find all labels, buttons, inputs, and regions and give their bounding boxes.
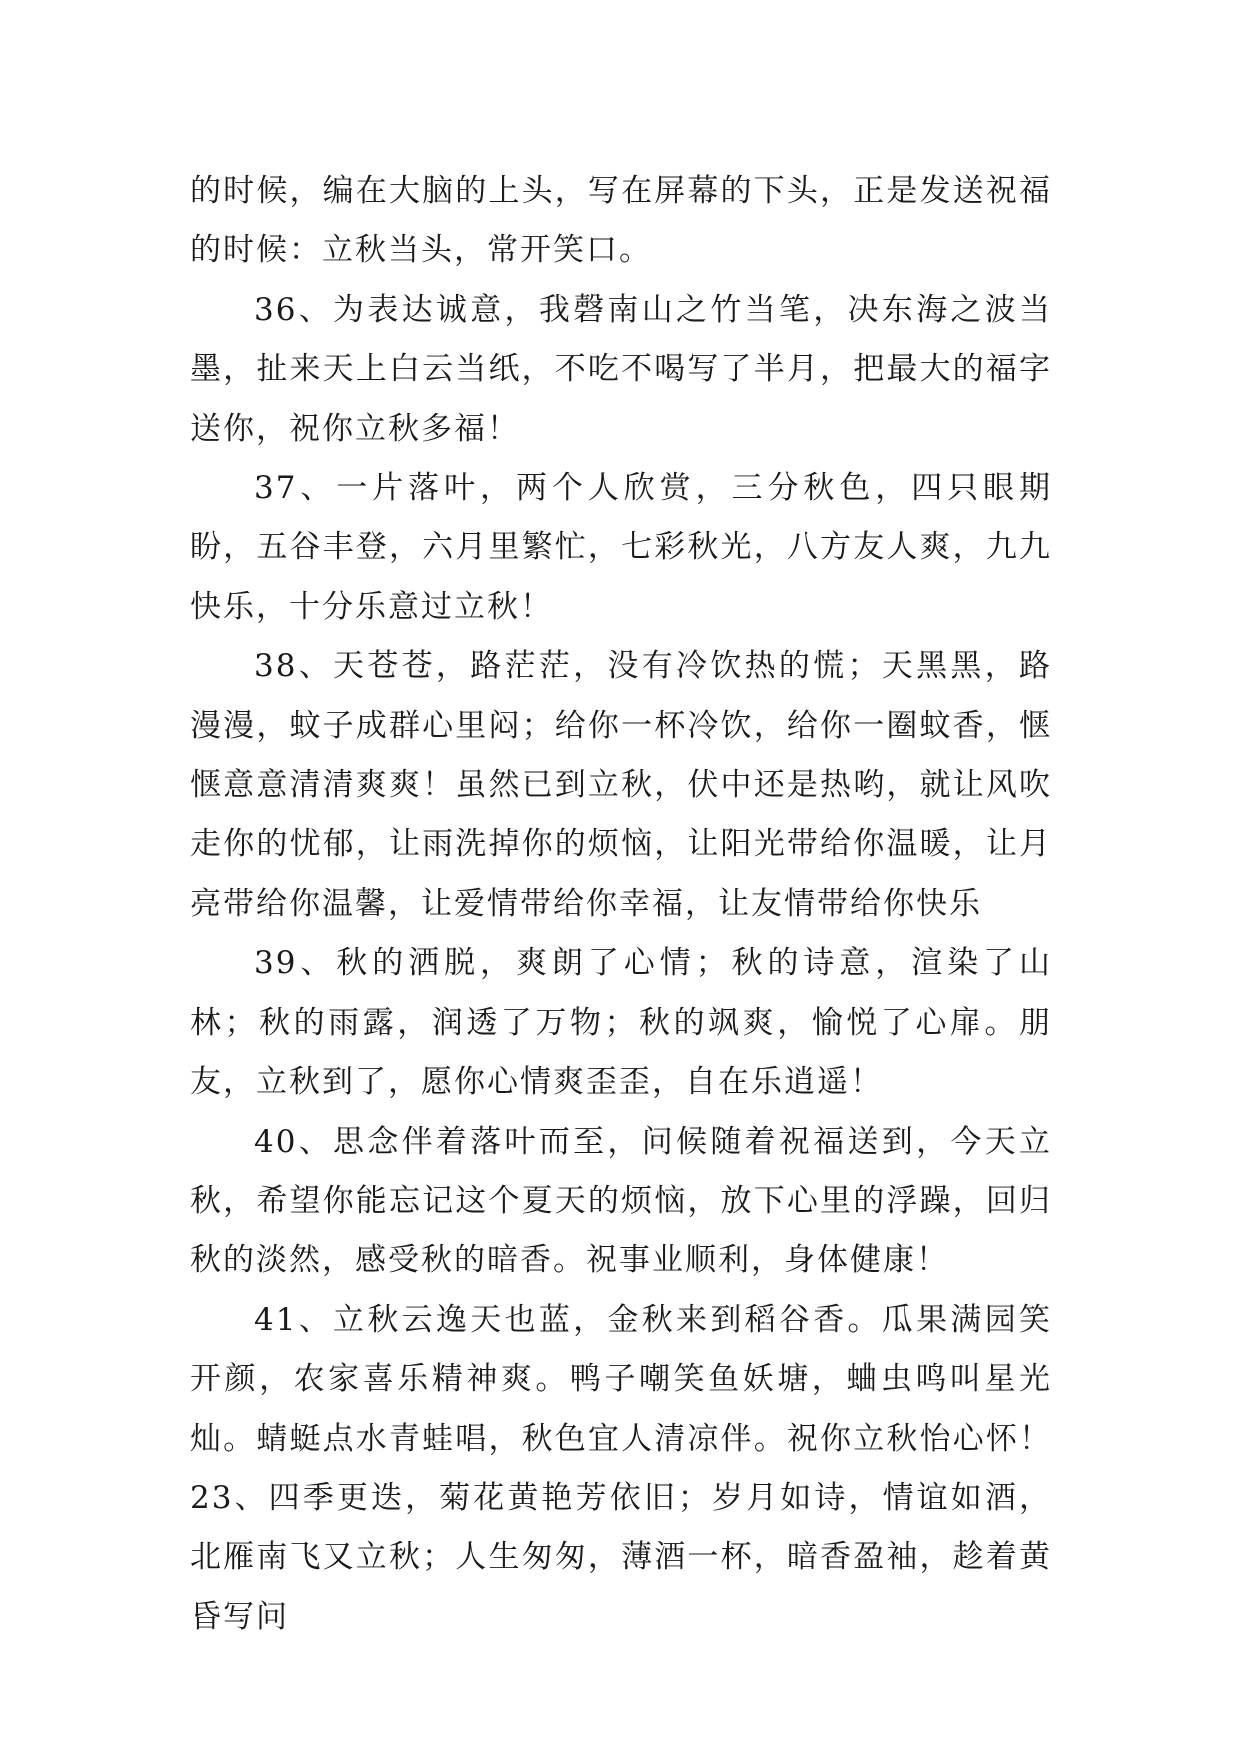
paragraph-37: 37、一片落叶，两个人欣赏，三分秋色，四只眼期盼，五谷丰登，六月里繁忙，七彩秋光，八方友人爽，九九快乐，十分乐意过立秋！ — [190, 470, 1052, 625]
paragraph-38: 38、天苍苍，路茫茫，没有冷饮热的慌；天黑黑，路漫漫，蚊子成群心里闷；给你一杯冷饮，给你一圈蚊香，惬惬意意清清爽爽！虽然已到立秋，伏中还是热哟，就让风吹走你的忧郁，让雨洗掉你的烦恼，让阳光带给你温暖，让月亮带给你温馨，让爱情带给你幸福，让友情带给你快乐 — [190, 648, 1052, 922]
paragraph-41: 41、立秋云逸天也蓝，金秋来到稻谷香。瓜果满园笑开颜，农家喜乐精神爽。鸭子嘲笑鱼妖塘，蛐虫鸣叫星光灿。蜻蜓点水青蛙唱，秋色宜人清凉伴。祝你立秋怡心怀！ 23、四季更迭，菊花黄艳芳依旧；岁月如诗，情谊如酒，北雁南飞又立秋；人生匆匆，薄酒一杯，暗香盈袖，趁着黄昏写问 — [190, 1301, 1052, 1635]
paragraph-39: 39、秋的洒脱，爽朗了心情；秋的诗意，渲染了山林；秋的雨露，润透了万物；秋的飒爽，愉悦了心扉。朋友，立秋到了，愿你心情爽歪歪，自在乐逍遥！ — [190, 945, 1052, 1101]
paragraph-continuation: 的时候，编在大脑的上头，写在屏幕的下头，正是发送祝福的时候：立秋当头，常开笑口。 — [190, 173, 1052, 269]
paragraph-36: 36、为表达诚意，我磬南山之竹当笔，决东海之波当墨，扯来天上白云当纸，不吃不喝写了半月，把最大的福字送你，祝你立秋多福！ — [190, 291, 1052, 447]
document-body — [190, 162, 1052, 1647]
paragraph-40: 40、思念伴着落叶而至，问候随着祝福送到，今天立秋，希望你能忘记这个夏天的烦恼，放下心里的浮躁，回归秋的淡然，感受秋的暗香。祝事业顺利，身体健康！ — [190, 1123, 1052, 1279]
